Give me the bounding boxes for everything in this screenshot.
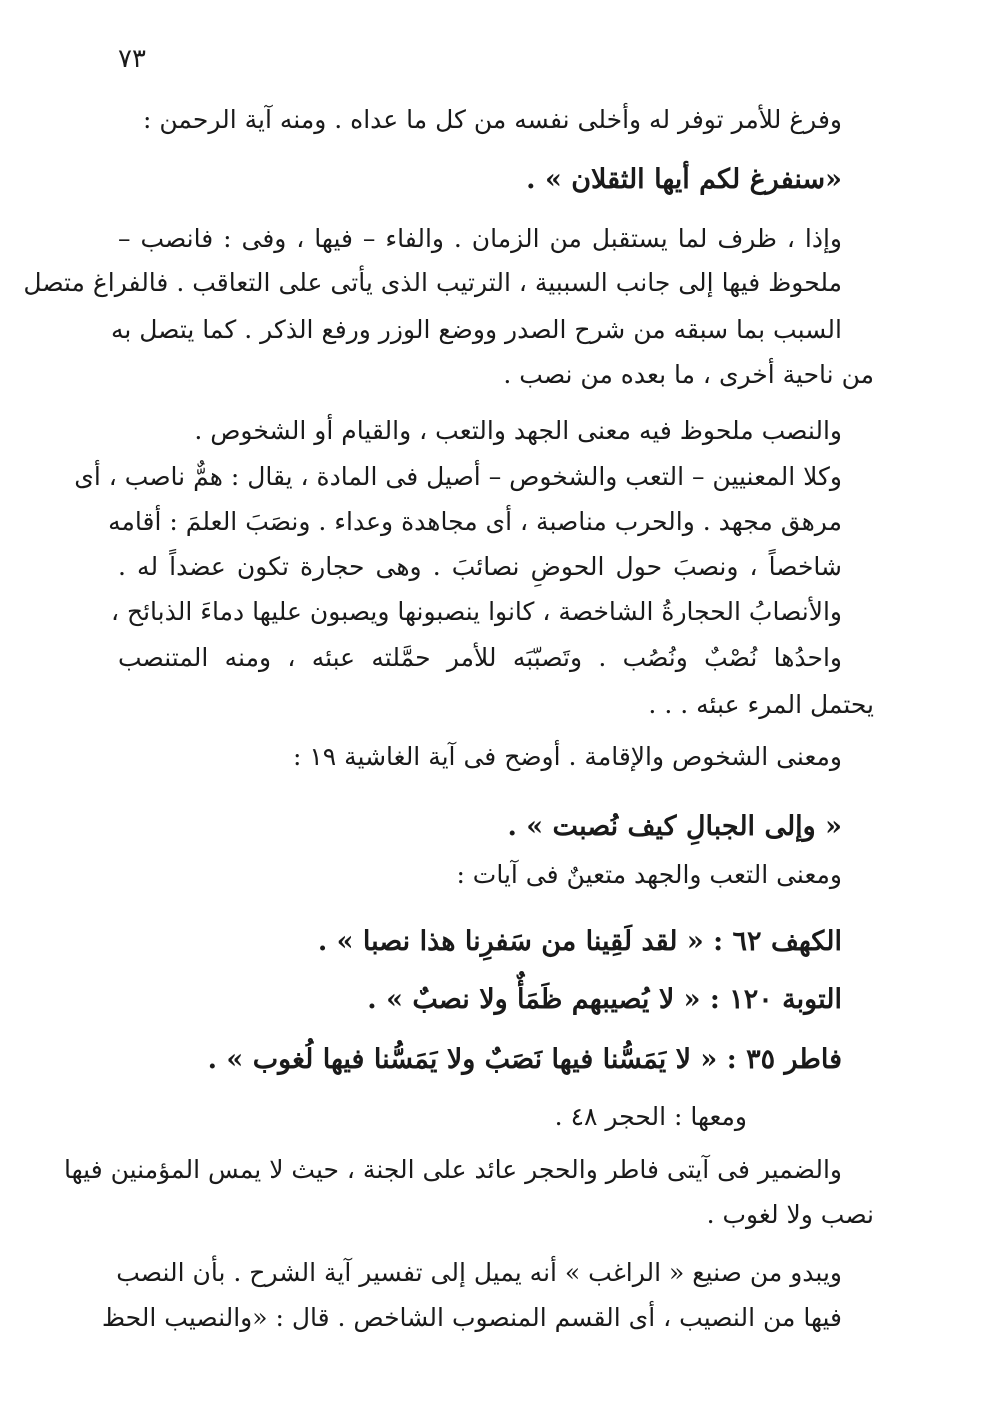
paragraph-line: ومعنى الشخوص والإقامة . أوضح فى آية الغاشية ١٩ : bbox=[292, 742, 842, 771]
paragraph-line: يحتمل المرء عبئه . . . bbox=[648, 690, 874, 719]
paragraph-line: ويبدو من صنيع « الراغب » أنه يميل إلى تفسير آية الشرح . بأن النصب bbox=[116, 1258, 842, 1287]
paragraph-line: ملحوظ فيها إلى جانب السببية ، الترتيب الذى يأتى على التعاقب . فالفراغ متصل bbox=[23, 268, 842, 297]
paragraph-line: والضمير فى آيتى فاطر والحجر عائد على الجنة ، حيث لا يمس المؤمنين فيها bbox=[64, 1155, 842, 1184]
verse-line: «سنفرغ لكم أيها الثقلان » . bbox=[526, 164, 842, 195]
verse-reference-line: الكهف ٦٢ : « لقد لَقِينا من سَفرِنا هذا نصبا » . bbox=[317, 926, 842, 957]
verse-line: « وإلى الجبالِ كيف نُصبت » . bbox=[507, 811, 842, 842]
paragraph-line: مرهق مجهد . والحرب مناصبة ، أى مجاهدة وعداء . ونصَبَ العلمَ : أقامه bbox=[108, 507, 842, 536]
text-line: وفرغ للأمر توفر له وأخلى نفسه من كل ما عداه . ومنه آية الرحمن : bbox=[143, 105, 842, 134]
page-number: ٧٣ bbox=[118, 44, 146, 74]
paragraph-line: السبب بما سبقه من شرح الصدر ووضع الوزر ورفع الذكر . كما يتصل به bbox=[110, 315, 842, 344]
paragraph-line: ومعنى التعب والجهد متعينٌ فى آيات : bbox=[456, 860, 842, 889]
verse-reference-line: التوبة ١٢٠ : « لا يُصيبهم ظَمَأٌ ولا نصبٌ » . bbox=[367, 984, 842, 1015]
paragraph-line: فيها من النصيب ، أى القسم المنصوب الشاخص . قال : «والنصيب الحظ bbox=[101, 1303, 842, 1332]
reference-line: ومعها : الحجر ٤٨ . bbox=[554, 1102, 747, 1131]
paragraph-line: نصب ولا لغوب . bbox=[706, 1200, 874, 1229]
paragraph-line: واحدُها نُصْبٌ ونُصُب . وتَصبّبَه للأمر حمَّلته عبئه ، ومنه المتنصب bbox=[118, 643, 842, 672]
verse-reference-line: فاطر ٣٥ : « لا يَمَسُّنا فيها نَصَبٌ ولا يَمَسُّنا فيها لُغوب » . bbox=[207, 1044, 842, 1075]
paragraph-line: من ناحية أخرى ، ما بعده من نصب . bbox=[503, 360, 874, 389]
paragraph-line: شاخصاً ، ونصبَ حول الحوضِ نصائبَ . وهى حجارة تكون عضداً له . bbox=[118, 552, 842, 581]
paragraph-line: وإذا ، ظرف لما يستقبل من الزمان . والفاء – فيها ، وفى : فانصب – bbox=[118, 224, 842, 253]
paragraph-line: والأنصابُ الحجارةُ الشاخصة ، كانوا ينصبونها ويصبون عليها دماءَ الذبائح ، bbox=[110, 597, 842, 626]
paragraph-line: والنصب ملحوظ فيه معنى الجهد والتعب ، والقيام أو الشخوص . bbox=[194, 416, 842, 445]
paragraph-line: وكلا المعنيين – التعب والشخوص – أصيل فى المادة ، يقال : همٌّ ناصب ، أى bbox=[74, 462, 842, 491]
